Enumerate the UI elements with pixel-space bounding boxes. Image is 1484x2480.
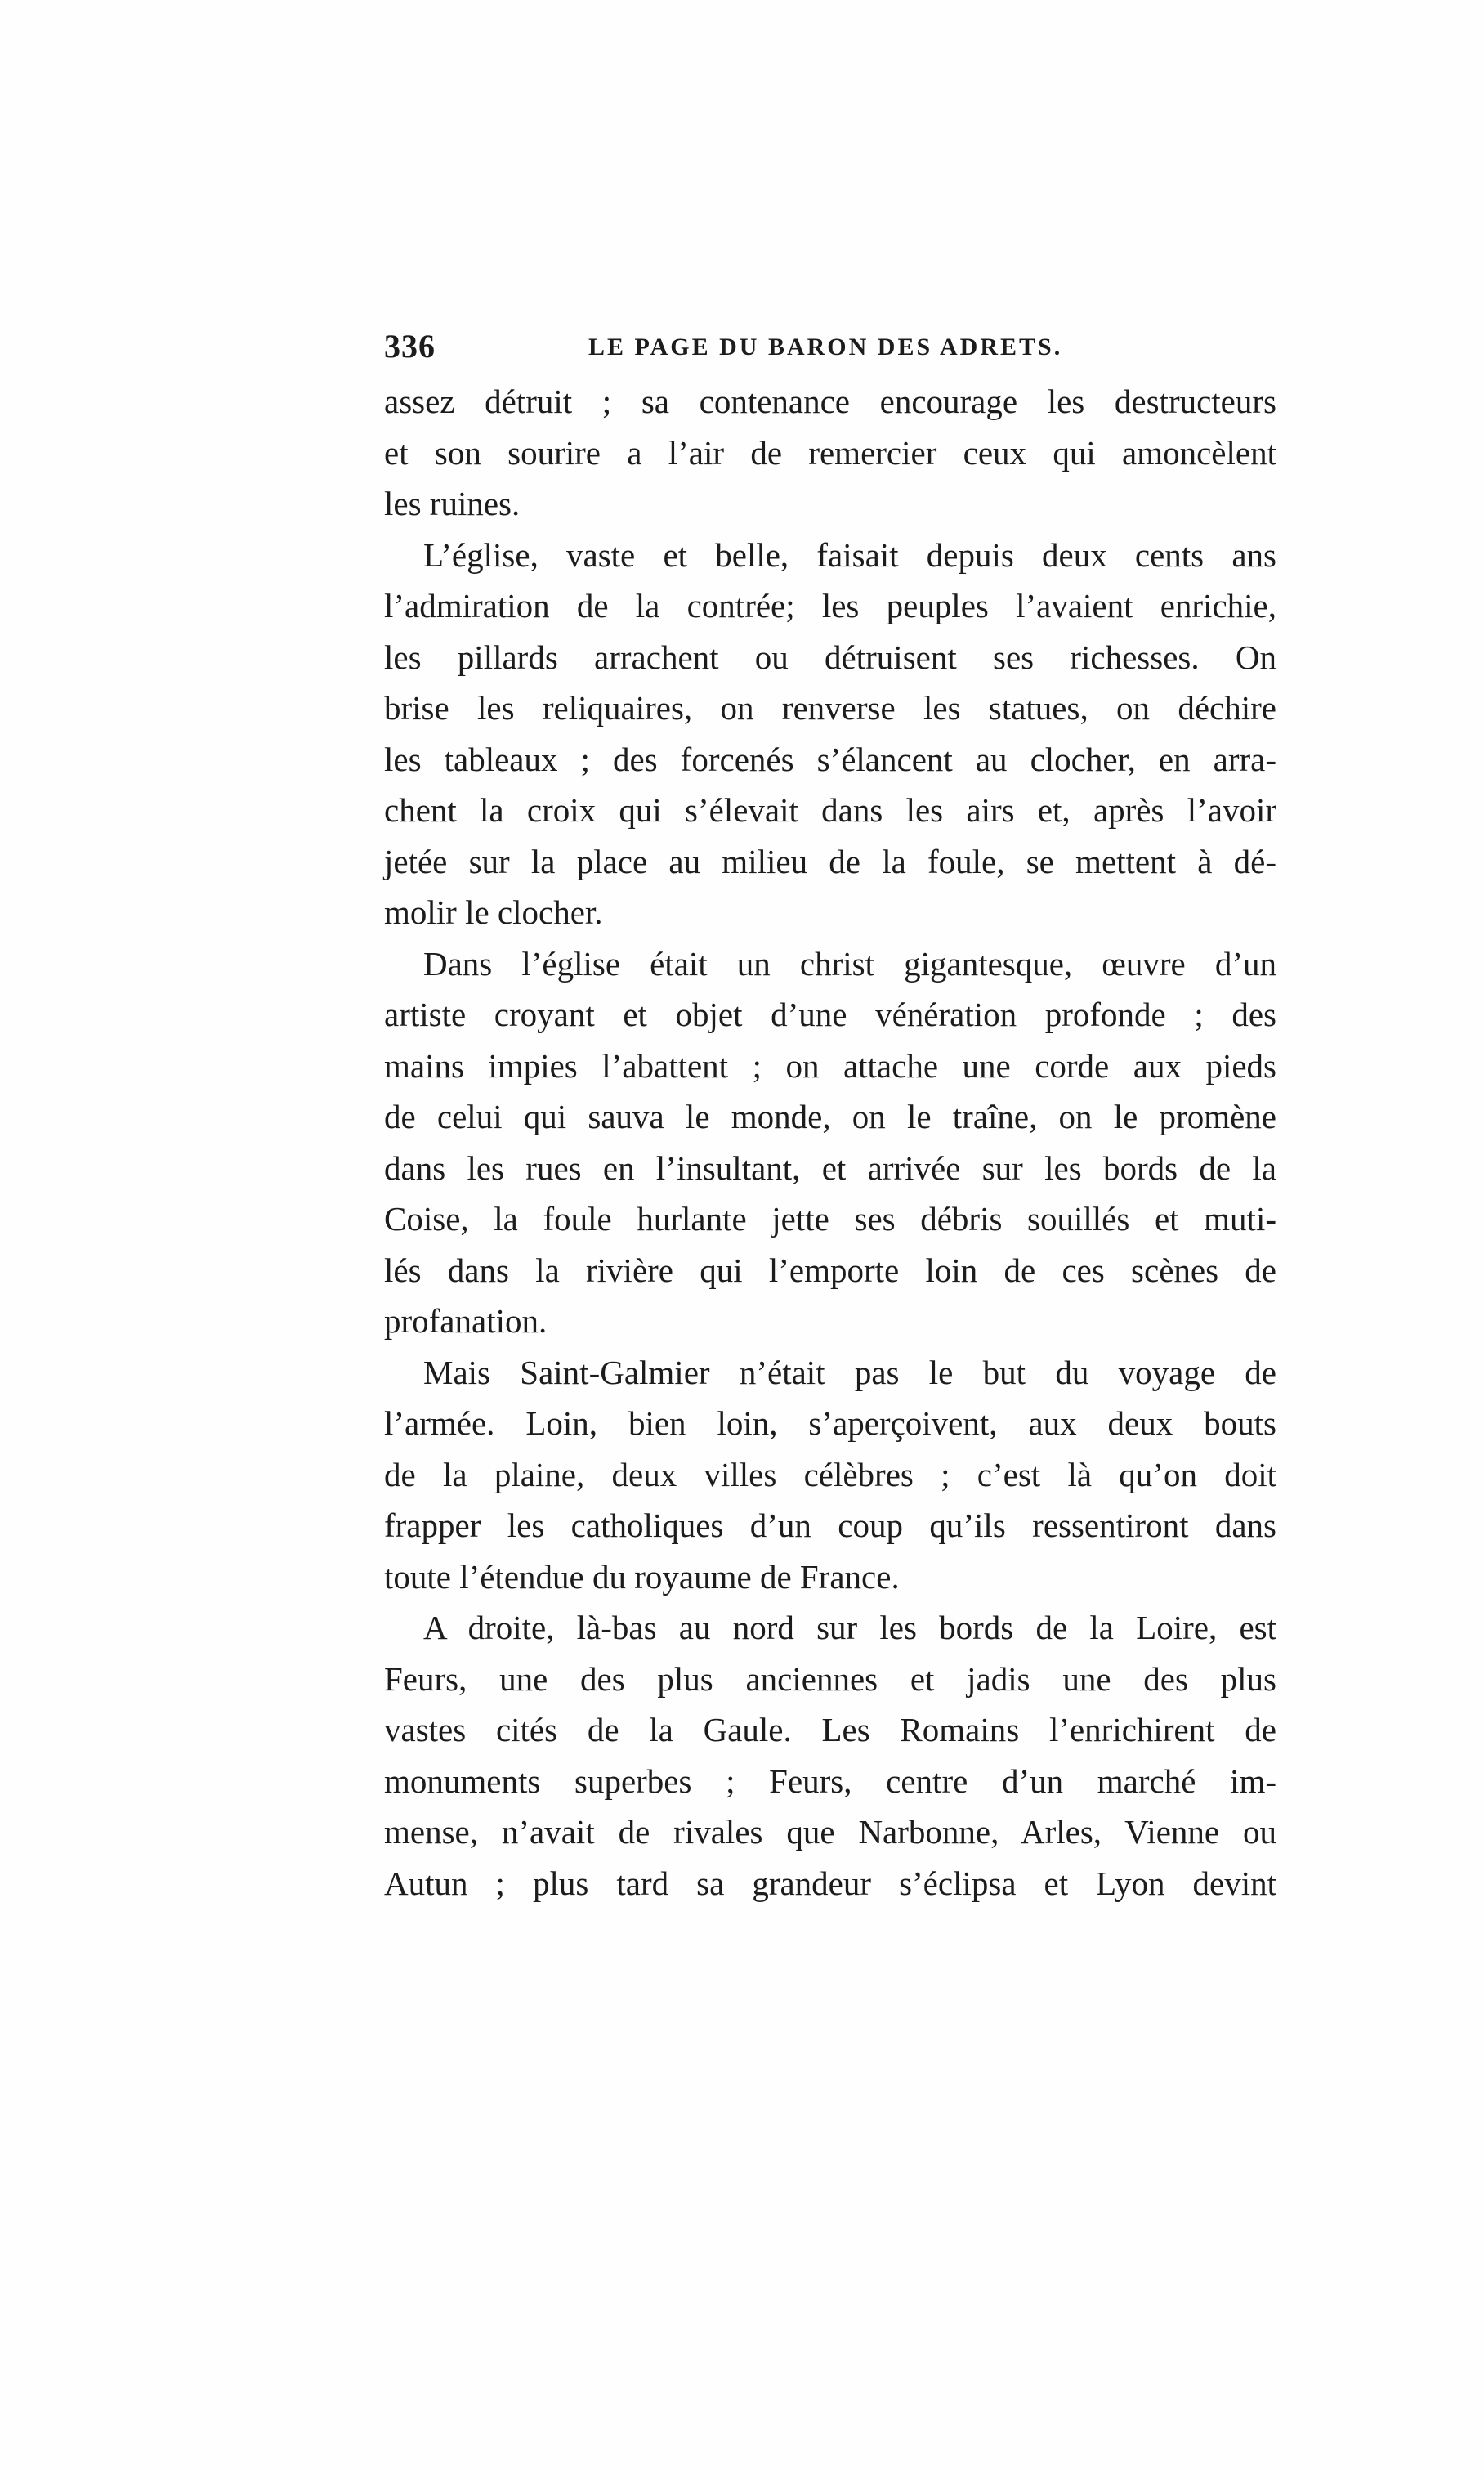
text-line: Dans l’église était un christ gigantesque, œuvre d’un <box>423 944 1276 983</box>
body-text <box>384 376 1276 1909</box>
paragraph <box>384 1347 1276 1603</box>
text-line: mains impies l’abattent ; on attache une corde aux pieds <box>384 1046 1276 1085</box>
text-line: jetée sur la place au milieu de la foule, se mettent à dé- <box>384 842 1276 880</box>
page-header <box>384 327 1276 376</box>
page-number: 336 <box>384 328 436 365</box>
text-line: Feurs, une des plus anciennes et jadis une des plus <box>384 1659 1276 1698</box>
text-line: profanation. <box>384 1302 548 1340</box>
text-line: toute l’étendue du royaume de France. <box>384 1557 900 1596</box>
text-line: les ruines. <box>384 485 521 522</box>
paragraph <box>384 938 1276 1347</box>
text-line: mense, n’avait de rivales que Narbonne, Arles, Vienne ou <box>384 1813 1276 1851</box>
paragraph <box>384 1602 1276 1909</box>
text-line: monuments superbes ; Feurs, centre d’un marché im- <box>384 1762 1276 1800</box>
paragraph <box>384 530 1276 938</box>
text-line: les pillards arrachent ou détruisent ses richesses. On <box>384 638 1276 676</box>
text-line: l’admiration de la contrée; les peuples l’avaient enrichie, <box>384 587 1276 624</box>
text-line: frapper les catholiques d’un coup qu’ils ressentiront dans <box>384 1506 1276 1544</box>
text-line: assez détruit ; sa contenance encourage les destructeurs <box>384 383 1276 420</box>
text-line: artiste croyant et objet d’une vénération profonde ; des <box>384 996 1276 1033</box>
text-line: les tableaux ; des forcenés s’élancent au clocher, en arra- <box>384 740 1276 778</box>
text-line: chent la croix qui s’élevait dans les airs et, après l’avoir <box>384 791 1276 829</box>
text-line: A droite, là-bas au nord sur les bords de la Loire, est <box>423 1609 1276 1646</box>
running-title: LE PAGE DU BARON DES ADRETS. <box>588 334 1063 360</box>
text-line: de celui qui sauva le monde, on le traîne, on le promène <box>384 1098 1276 1135</box>
paragraph <box>384 376 1276 530</box>
text-line: l’armée. Loin, bien loin, s’aperçoivent, aux deux bouts <box>384 1404 1276 1442</box>
text-line: Mais Saint-Galmier n’était pas le but du voyage de <box>423 1353 1276 1391</box>
text-line: L’église, vaste et belle, faisait depuis deux cents ans <box>423 535 1276 574</box>
text-line: Autun ; plus tard sa grandeur s’éclipsa et Lyon devint <box>384 1864 1276 1902</box>
text-line: vastes cités de la Gaule. Les Romains l’enrichirent de <box>384 1711 1276 1748</box>
text-line: lés dans la rivière qui l’emporte loin de ces scènes de <box>384 1251 1276 1289</box>
text-line: molir le clocher. <box>384 893 603 931</box>
text-line: et son sourire a l’air de remercier ceux qui amoncèlent <box>384 433 1276 472</box>
text-line: dans les rues en l’insultant, et arrivée sur les bords de la <box>384 1148 1276 1187</box>
text-line: brise les reliquaires, on renverse les statues, on déchire <box>384 689 1276 727</box>
text-line: Coise, la foule hurlante jette ses débris souillés et muti- <box>384 1200 1276 1238</box>
text-line: de la plaine, deux villes célèbres ; c’est là qu’on doit <box>384 1455 1276 1493</box>
